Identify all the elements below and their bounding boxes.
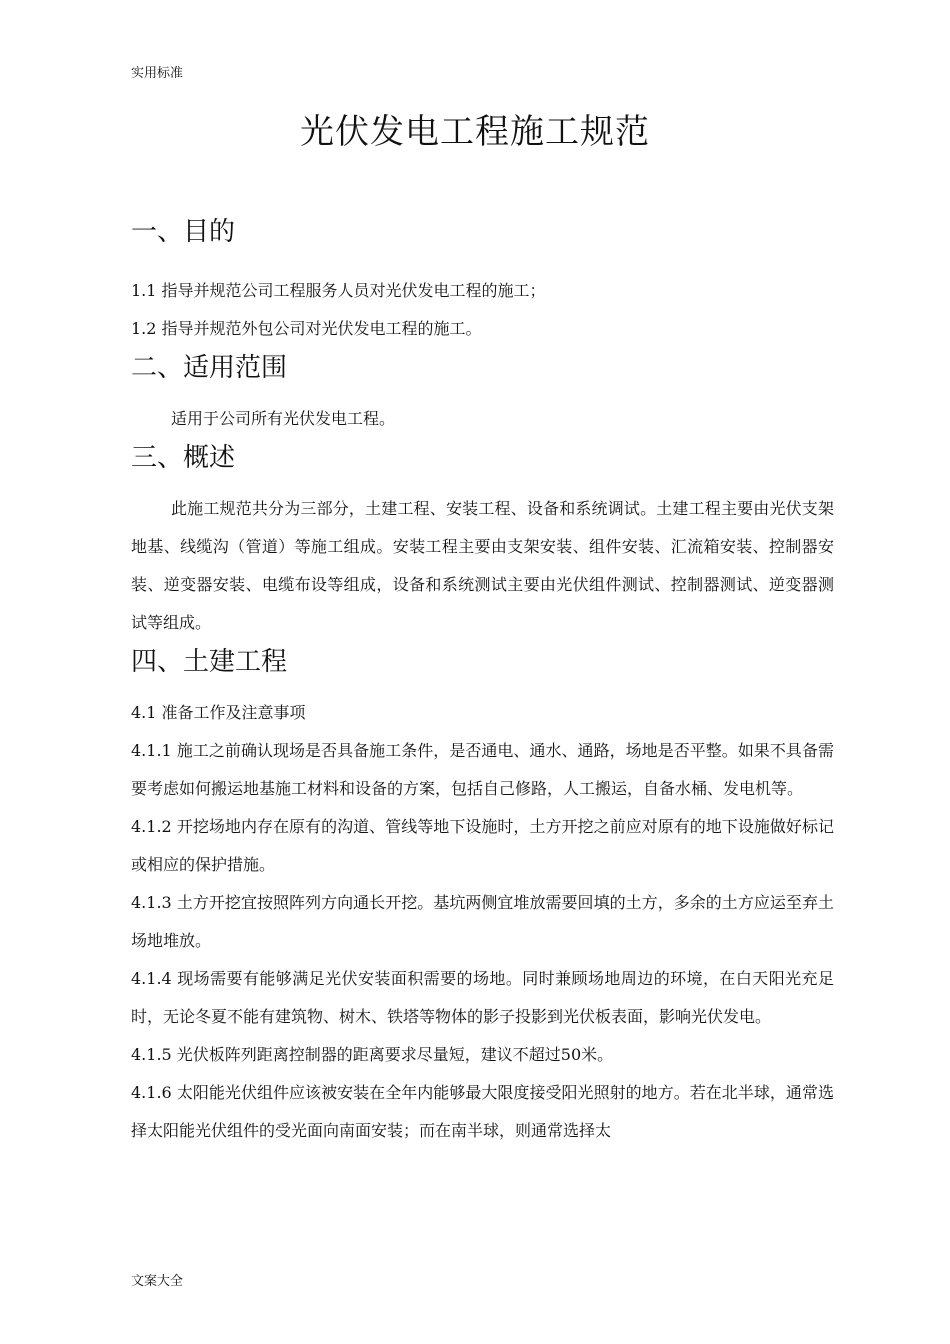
paragraph: 此施工规范共分为三部分，土建工程、安装工程、设备和系统调试。土建工程主要由光伏支架地基、线缆沟（管道）等施工组成。安装工程主要由支架安装、组件安装、汇流箱安装、控制器安装、逆变器安装、电缆布设等组成，设备和系统测试主要由光伏组件测试、控制器测试、逆变器测试等组成。 <box>131 499 834 632</box>
paragraph: 4.1 准备工作及注意事项 <box>131 703 306 722</box>
document-body <box>131 212 834 1150</box>
paragraph: 4.1.5 光伏板阵列距离控制器的距离要求尽量短，建议不超过50米。 <box>131 1045 614 1064</box>
paragraph: 4.1.1 施工之前确认现场是否具备施工条件，是否通电、通水、通路，场地是否平整。如果不具备需要考虑如何搬运地基施工材料和设备的方案，包括自己修路，人工搬运，自备水桶、发电机等。 <box>131 741 834 798</box>
document-title: 光伏发电工程施工规范 <box>300 112 650 152</box>
paragraph: 适用于公司所有光伏发电工程。 <box>171 409 396 428</box>
paragraph: 4.1.2 开挖场地内存在原有的沟道、管线等地下设施时，土方开挖之前应对原有的地下设施做好标记或相应的保护措施。 <box>131 817 834 874</box>
section-heading-purpose: 一、目的 <box>131 217 236 247</box>
page-footer: 文案大全 <box>131 1274 184 1289</box>
paragraph: 1.1 指导并规范公司工程服务人员对光伏发电工程的施工； <box>131 281 546 300</box>
paragraph: 4.1.4 现场需要有能够满足光伏安装面积需要的场地。同时兼顾场地周边的环境，在白天阳光充足时，无论冬夏不能有建筑物、树木、铁塔等物体的影子投影到光伏板表面，影响光伏发电。 <box>131 969 834 1026</box>
section-heading-overview: 三、概述 <box>131 443 236 473</box>
paragraph: 4.1.3 土方开挖宜按照阵列方向通长开挖。基坑两侧宜堆放需要回填的土方，多余的土方应运至弃土场地堆放。 <box>131 893 834 950</box>
paragraph: 1.2 指导并规范外包公司对光伏发电工程的施工。 <box>131 319 482 338</box>
paragraph: 4.1.6 太阳能光伏组件应该被安装在全年内能够最大限度接受阳光照射的地方。若在北半球，通常选择太阳能光伏组件的受光面向南面安装；而在南半球，则通常选择太 <box>131 1083 834 1140</box>
page-header: 实用标准 <box>131 66 184 81</box>
section-heading-civil-works: 四、土建工程 <box>131 647 288 677</box>
section-heading-scope: 二、适用范围 <box>131 353 288 383</box>
